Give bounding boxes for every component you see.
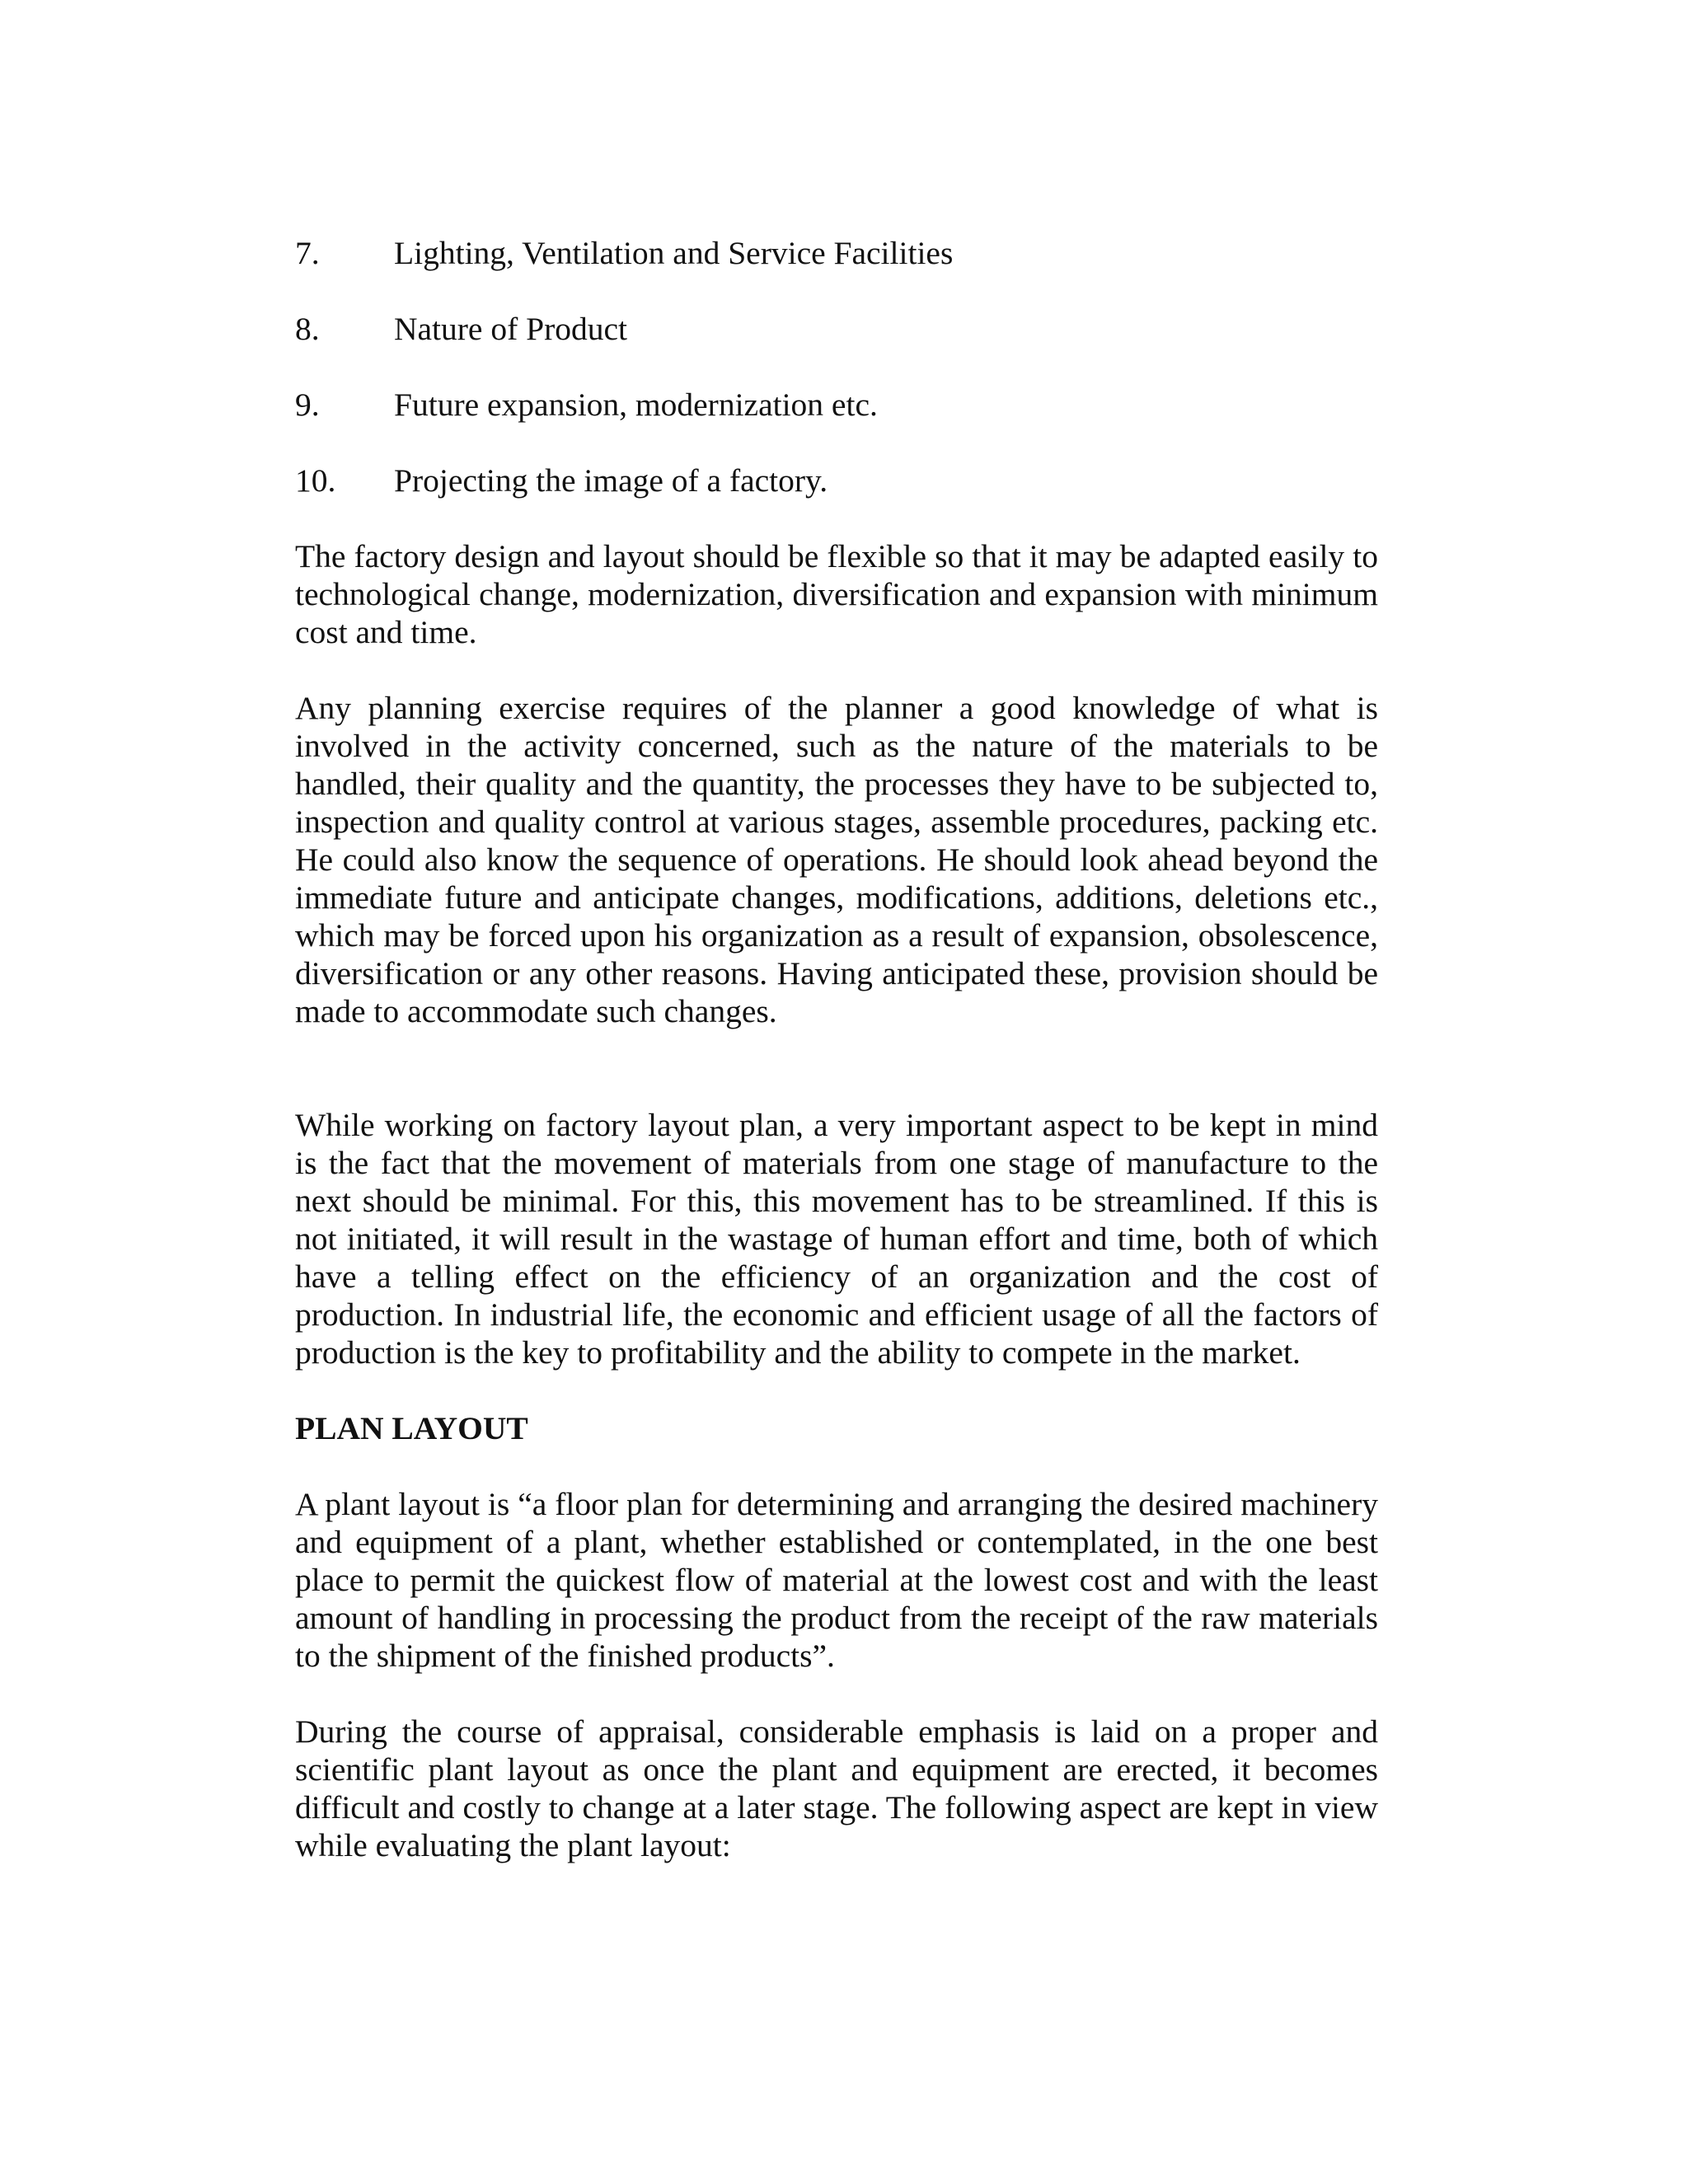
- page-content: [295, 234, 1378, 1902]
- list-item: [295, 462, 1378, 499]
- list-item-text: Future expansion, modernization etc.: [394, 387, 878, 423]
- list-item-text: Lighting, Ventilation and Service Facilities: [394, 235, 954, 271]
- list-item-text: Nature of Product: [394, 311, 627, 347]
- section-heading-plan-layout: PLAN LAYOUT: [295, 1410, 528, 1446]
- list-item-number: 8.: [295, 311, 320, 347]
- paragraph-planning-exercise: Any planning exercise requires of the planner a good knowledge of what is involved in the activity concerned, such as the nature of the materials to be handled, their quality and the quantity, the processes they have to be subjected to, inspection and quality control at various stages, assemble procedures, packing etc. He could also know the sequence of operations. He should look ahead beyond the immediate future and anticipate changes, modifications, additions, deletions etc., which may be forced upon his organization as a result of expansion, obsolescence, diversification or any other reasons. Having anticipated these, provision should be made to accommodate such changes.: [295, 690, 1378, 1029]
- paragraph-plant-layout-definition: A plant layout is “a floor plan for determining and arranging the desired machinery and equipment of a plant, whether established or contemplated, in the one best place to permit the quickest flow of material at the lowest cost and with the least amount of handling in processing the product from the receipt of the raw materials to the shipment of the finished products”.: [295, 1486, 1378, 1674]
- list-item-number: 7.: [295, 235, 320, 271]
- list-item: [295, 310, 1378, 348]
- list-item-number: 10.: [295, 462, 336, 499]
- paragraph-material-movement: While working on factory layout plan, a very important aspect to be kept in mind is the fact that the movement of materials from one stage of manufacture to the next should be minimal. For this, this movement has to be streamlined. If this is not initiated, it will result in the wastage of human effort and time, both of which have a telling effect on the efficiency of an organization and the cost of production. In industrial life, the economic and efficient usage of all the factors of production is the key to profitability and the ability to compete in the market.: [295, 1107, 1378, 1371]
- list-item: [295, 386, 1378, 424]
- paragraph-flexible-design: The factory design and layout should be flexible so that it may be adapted easily to technological change, modernization, diversification and expansion with minimum cost and time.: [295, 538, 1378, 650]
- list-item-number: 9.: [295, 387, 320, 423]
- list-item: [295, 234, 1378, 272]
- list-item-text: Projecting the image of a factory.: [394, 462, 828, 499]
- paragraph-appraisal: During the course of appraisal, considerable emphasis is laid on a proper and scientific plant layout as once the plant and equipment are erected, it becomes difficult and costly to change at a later stage. The following aspect are kept in view while evaluating the plant layout:: [295, 1713, 1378, 1863]
